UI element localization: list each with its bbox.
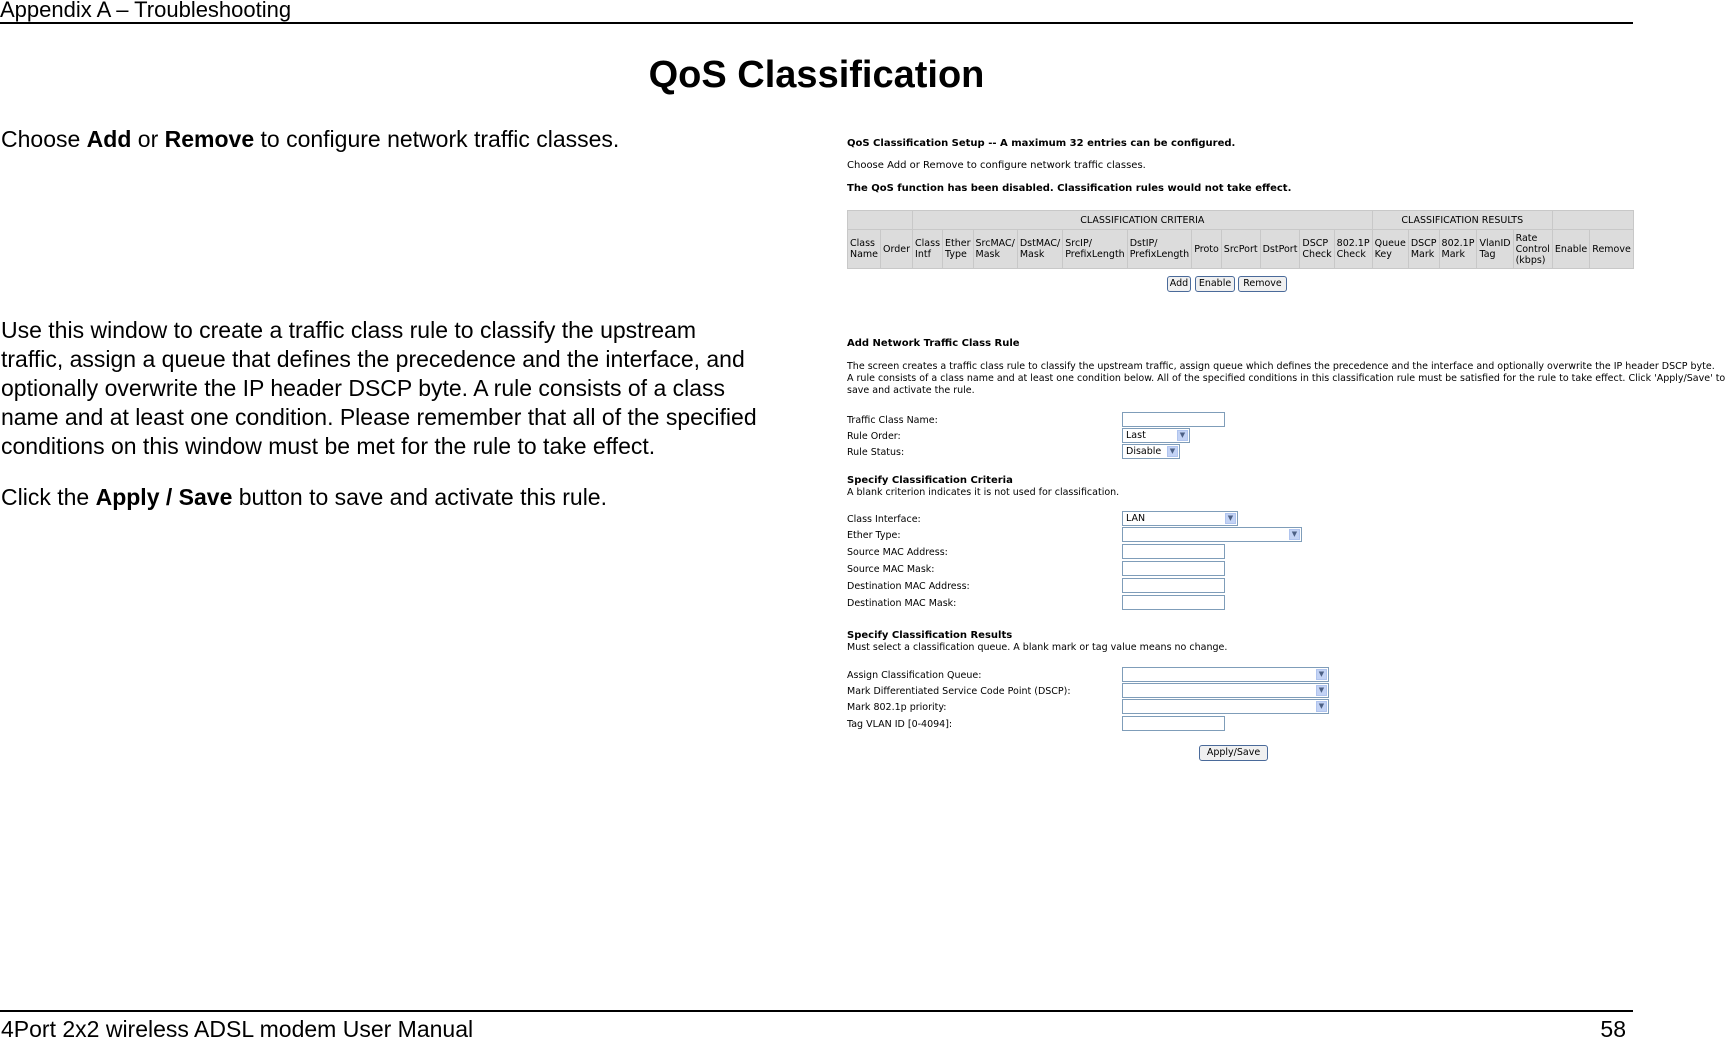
qos-setup-screenshot	[847, 138, 1631, 289]
chevron-down-icon: ▼	[1167, 446, 1178, 457]
column-header	[1192, 230, 1222, 269]
column-header-text: Key	[1374, 249, 1392, 260]
column-header	[1300, 230, 1334, 269]
mark-dscp-select[interactable]	[1122, 683, 1329, 698]
criteria-group-header: CLASSIFICATION CRITERIA	[913, 211, 1373, 230]
add-keyword: Add	[86, 126, 132, 152]
results-group-header: CLASSIFICATION RESULTS	[1372, 211, 1552, 230]
column-header	[1260, 230, 1300, 269]
column-header-text: SrcMAC/	[975, 238, 1015, 249]
table-spacer	[1552, 211, 1633, 230]
classification-table	[847, 210, 1634, 269]
column-header-text: Type	[945, 249, 967, 260]
rule-desc-line: save and activate the rule.	[847, 385, 975, 396]
column-header-text: 802.1P	[1336, 238, 1370, 249]
chevron-down-icon: ▼	[1316, 701, 1327, 712]
column-header	[973, 230, 1017, 269]
selected-value: Last	[1126, 430, 1146, 441]
paragraph-line: conditions on this window must be met for the rule to take effect.	[1, 433, 656, 459]
column-header-text: PrefixLength	[1065, 249, 1125, 260]
rule-status-select[interactable]	[1122, 444, 1180, 459]
column-header	[1063, 230, 1127, 269]
rule-heading: Add Network Traffic Class Rule	[847, 338, 1020, 349]
page-footer-rule	[0, 1010, 1633, 1012]
destination-mac-address-label: Destination MAC Address:	[847, 581, 970, 592]
intro-paragraph	[1, 125, 619, 154]
paragraph-line: traffic, assign a queue that defines the precedence and the interface, and	[1, 346, 745, 372]
column-header	[1408, 230, 1439, 269]
column-header-text: DSCP	[1410, 238, 1437, 249]
column-header-text: PrefixLength	[1129, 249, 1190, 260]
column-header-text: 802.1P	[1441, 238, 1475, 249]
paragraph-line: name and at least one condition. Please remember that all of the specified	[1, 404, 757, 430]
destination-mac-address-input[interactable]	[1122, 578, 1225, 593]
column-header-text: Class	[915, 238, 941, 249]
traffic-class-name-label: Traffic Class Name:	[847, 415, 938, 426]
table-spacer	[848, 211, 913, 230]
rule-order-select[interactable]	[1122, 428, 1190, 443]
rule-desc-line: The screen creates a traffic class rule to classify the upstream traffic, assign queue which defines the precedence and the interface and optionally overwrite the IP header DSCP byte.	[847, 361, 1715, 372]
intro-text: to configure network traffic classes.	[254, 126, 620, 152]
apply-save-keyword: Apply / Save	[95, 484, 233, 510]
column-header-row	[848, 230, 1634, 269]
paragraph-line: optionally overwrite the IP header DSCP byte. A rule consists of a class	[1, 375, 726, 401]
column-header-text: Order	[883, 243, 911, 255]
mark-8021p-label: Mark 802.1p priority:	[847, 702, 947, 713]
remove-button[interactable]: Remove	[1238, 276, 1287, 292]
column-header-text: Queue	[1374, 238, 1406, 249]
column-header-text: Intf	[915, 249, 931, 260]
column-header-text: Mask	[975, 249, 1001, 260]
criteria-note: A blank criterion indicates it is not used for classification.	[847, 487, 1120, 498]
source-mac-mask-input[interactable]	[1122, 561, 1225, 576]
tag-vlan-id-label: Tag VLAN ID [0-4094]:	[847, 719, 953, 730]
apply-text: button to save and activate this rule.	[232, 484, 607, 510]
manual-title: 4Port 2x2 wireless ADSL modem User Manual	[1, 1016, 474, 1042]
add-rule-screenshot	[847, 338, 1725, 768]
tag-vlan-id-input[interactable]	[1122, 716, 1225, 731]
column-header-text: Mask	[1019, 249, 1045, 260]
mark-8021p-select[interactable]	[1122, 699, 1329, 714]
selected-value: LAN	[1126, 513, 1146, 524]
assign-queue-select[interactable]	[1122, 667, 1329, 682]
source-mac-mask-label: Source MAC Mask:	[847, 564, 935, 575]
selected-value: Disable	[1126, 446, 1162, 457]
column-header	[848, 230, 881, 269]
column-header	[1334, 230, 1372, 269]
column-header	[1221, 230, 1260, 269]
column-header-text: (kbps)	[1515, 254, 1546, 266]
column-header-text: Enable	[1554, 243, 1588, 255]
column-header-text: DSCP	[1302, 238, 1329, 249]
column-header-text: DstIP/	[1129, 238, 1158, 249]
intro-text: or	[131, 126, 165, 152]
column-header-text: Check	[1336, 249, 1366, 260]
header-text: Appendix A – Troubleshooting	[0, 0, 292, 22]
column-header	[1477, 230, 1513, 269]
assign-queue-label: Assign Classification Queue:	[847, 670, 982, 681]
qos-disabled-warning: The QoS function has been disabled. Classification rules would not take effect.	[847, 183, 1292, 194]
column-header	[881, 230, 913, 269]
traffic-class-name-input[interactable]	[1122, 412, 1225, 427]
rule-order-label: Rule Order:	[847, 431, 901, 442]
column-header-text: Proto	[1194, 243, 1219, 255]
column-header	[1439, 230, 1477, 269]
column-header-text: Mark	[1441, 249, 1465, 260]
paragraph-line: Use this window to create a traffic class rule to classify the upstream	[1, 317, 696, 343]
column-header	[1590, 230, 1634, 269]
source-mac-address-input[interactable]	[1122, 544, 1225, 559]
destination-mac-mask-label: Destination MAC Mask:	[847, 598, 957, 609]
criteria-heading: Specify Classification Criteria	[847, 475, 1013, 486]
add-button[interactable]: Add	[1167, 276, 1191, 292]
ether-type-select[interactable]	[1122, 527, 1302, 542]
column-header-text: SrcPort	[1223, 243, 1258, 255]
column-header-text: Tag	[1479, 249, 1496, 260]
rule-status-label: Rule Status:	[847, 447, 905, 458]
column-header	[1127, 230, 1191, 269]
page-number: 58	[1600, 1016, 1626, 1042]
column-header-text: Class	[850, 238, 875, 249]
destination-mac-mask-input[interactable]	[1122, 595, 1225, 610]
column-header-text: Control	[1515, 243, 1550, 255]
column-header	[943, 230, 974, 269]
chevron-down-icon: ▼	[1225, 513, 1236, 524]
column-header-text: Name	[850, 249, 879, 260]
column-header	[1513, 230, 1552, 269]
column-header-text: SrcIP/	[1065, 238, 1092, 249]
apply-paragraph	[1, 483, 607, 512]
column-header	[913, 230, 943, 269]
mark-dscp-label: Mark Differentiated Service Code Point (DSCP):	[847, 686, 1071, 697]
column-header	[1017, 230, 1062, 269]
ether-type-label: Ether Type:	[847, 530, 901, 541]
intro-text: Choose	[1, 126, 87, 152]
chevron-down-icon: ▼	[1177, 430, 1188, 441]
chevron-down-icon: ▼	[1289, 529, 1300, 540]
results-heading: Specify Classification Results	[847, 630, 1013, 641]
column-header	[1552, 230, 1589, 269]
column-header	[1372, 230, 1408, 269]
column-header-text: DstPort	[1262, 243, 1298, 255]
column-header-text: Remove	[1592, 243, 1631, 255]
rule-desc-line: A rule consists of a class name and at least one condition below. All of the specified conditions in this classification rule must be satisfied for the rule to take effect. Click 'Apply/Save' to	[847, 373, 1725, 384]
chevron-down-icon: ▼	[1316, 685, 1327, 696]
column-header-text: Rate	[1515, 232, 1538, 244]
column-header-text: VlanID	[1479, 238, 1511, 249]
class-interface-select[interactable]	[1122, 511, 1238, 526]
setup-subtext: Choose Add or Remove to configure network traffic classes.	[847, 160, 1146, 171]
setup-heading: QoS Classification Setup -- A maximum 32 entries can be configured.	[847, 138, 1236, 149]
page-header	[0, 0, 1633, 24]
results-note: Must select a classification queue. A blank mark or tag value means no change.	[847, 642, 1228, 653]
page-title: QoS Classification	[648, 54, 985, 96]
apply-text: Click the	[1, 484, 96, 510]
class-interface-label: Class Interface:	[847, 514, 921, 525]
remove-keyword: Remove	[164, 126, 255, 152]
column-header-text: Check	[1302, 249, 1332, 260]
column-header-text: Mark	[1410, 249, 1435, 260]
column-header-text: DstMAC/	[1019, 238, 1061, 249]
source-mac-address-label: Source MAC Address:	[847, 547, 948, 558]
enable-button[interactable]: Enable	[1195, 276, 1235, 292]
rule-description-paragraph	[1, 316, 757, 461]
column-header-text: Ether	[945, 238, 971, 249]
chevron-down-icon: ▼	[1316, 669, 1327, 680]
apply-save-button[interactable]: Apply/Save	[1199, 745, 1268, 761]
